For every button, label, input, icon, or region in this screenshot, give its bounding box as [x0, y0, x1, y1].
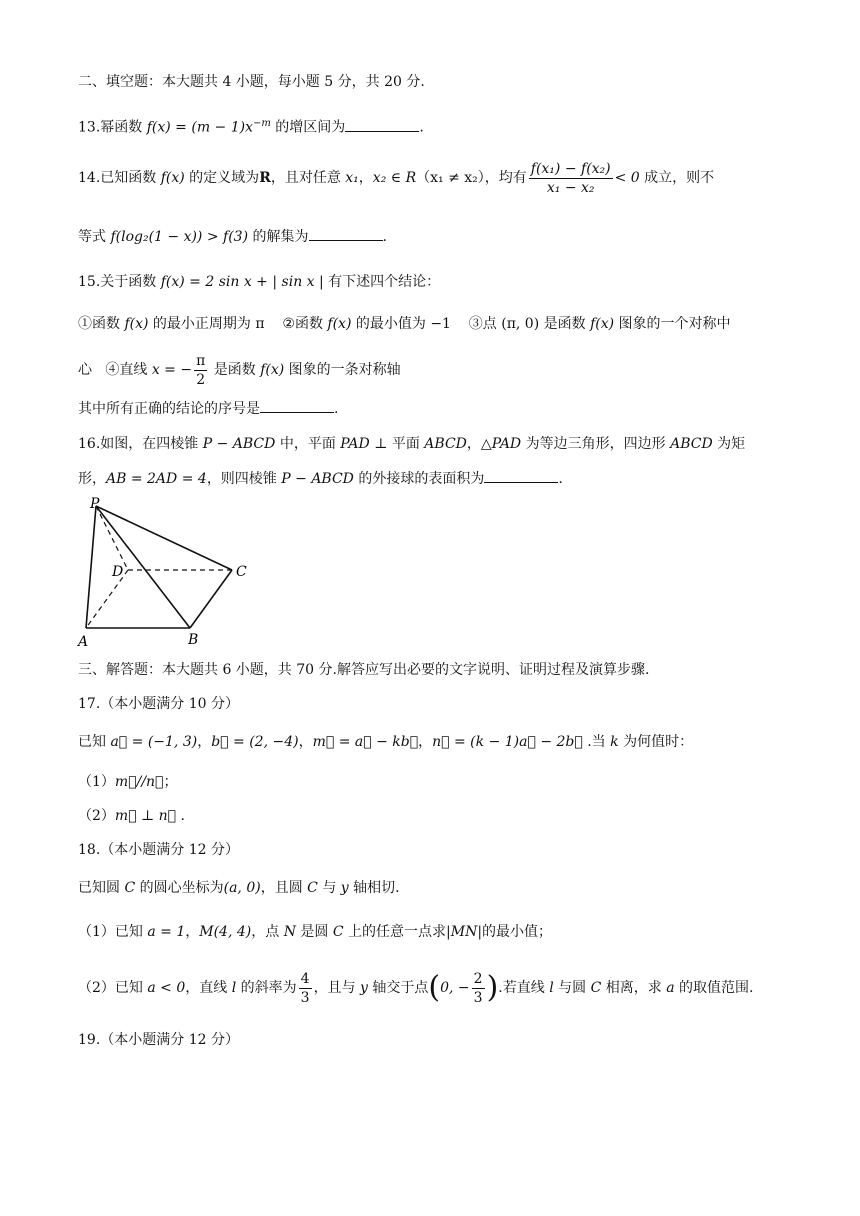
question-14-line-2	[78, 226, 387, 247]
q15-c4-c: 图象的一条对称轴	[284, 362, 401, 378]
q14-frac-den: x₁ − x₂	[546, 179, 595, 196]
q15-c2-b: 的最小值为 −1	[351, 316, 451, 332]
label-A: A	[78, 634, 89, 650]
q15-c4-f: f(x)	[260, 362, 285, 378]
q16-line1-e: ⊥ 平面	[369, 436, 425, 452]
q18-header: 18.（本小题满分 12 分）	[78, 842, 239, 858]
q17-p1-label: （1）	[78, 774, 115, 790]
q18-p2-h: 相离，求	[601, 980, 667, 996]
q17-p2: m⃗ ⊥ n⃗	[114, 808, 177, 824]
q13-exponent: −m	[252, 118, 271, 129]
q17-part-1	[78, 772, 177, 792]
q15-c3-cont: 心	[78, 362, 92, 378]
q15-c3-b: 图象的一个对称中	[614, 316, 731, 332]
section-2-heading: 二、填空题：本大题共 4 小题，每小题 5 分，共 20 分.	[78, 74, 425, 90]
q18-p2-e: 轴交于点	[367, 980, 429, 996]
label-B: B	[188, 632, 199, 648]
edge-PA	[86, 506, 96, 628]
q18-center: (a, 0)	[223, 880, 261, 896]
q18-p2-i: 的取值范围.	[674, 980, 754, 996]
q13-text-a: 幂函数	[100, 119, 147, 136]
q18-p2-c: 的斜率为	[236, 980, 297, 996]
q18-p1-f: 的最小值；	[482, 924, 553, 940]
q18-p1-c: ，点	[251, 924, 284, 940]
q14-fx: f(x)	[160, 170, 185, 186]
q18-p2-d: ，且与	[313, 980, 361, 996]
question-16-line-2	[78, 468, 563, 489]
q18-p1-d: 是圆	[295, 924, 333, 940]
q18-part-2	[78, 966, 753, 1010]
q18-intro-a: 已知圆	[78, 880, 125, 896]
question-13	[78, 114, 424, 138]
q16-line2-b: AB = 2AD = 4	[106, 471, 207, 487]
q13-answer-blank	[345, 117, 419, 132]
q16-line1-c: 中，平面	[275, 436, 341, 452]
q18-p1-M: M(4, 4)	[199, 924, 252, 940]
q14-end: .	[382, 229, 387, 245]
question-16-line-1	[78, 434, 745, 454]
q18-pt-a: 0, −	[440, 980, 470, 996]
q14-fraction	[529, 160, 613, 197]
q18-slope-den: 3	[300, 989, 310, 1006]
q17-header: 17.（本小题满分 10 分）	[78, 696, 239, 712]
q13-end: .	[419, 119, 424, 136]
q17-p1-end: ；	[163, 774, 178, 790]
label-P: P	[90, 496, 100, 512]
q16-end: .	[558, 471, 563, 487]
q14-cond: （x₁ ≠ x₂），均有	[416, 170, 527, 186]
q17-text-b: .当	[582, 734, 611, 750]
question-14-line-1	[78, 158, 714, 198]
q17-statement	[78, 732, 693, 752]
q15-number: 15.	[78, 274, 101, 290]
q14-ineq: < 0	[614, 170, 640, 186]
q18-p2-a: a < 0	[147, 980, 186, 996]
question-15-conclusion-4	[78, 350, 401, 390]
q15-c4-fraction	[194, 352, 207, 389]
q18-p2-b: ，直线	[185, 980, 232, 996]
q17-part-2	[78, 806, 185, 826]
q15-c2-a: ②函数	[282, 316, 328, 332]
q17-n-vec: n⃗ = (k − 1)a⃗ − 2b⃗	[432, 734, 583, 750]
q13-formula: f(x) = (m − 1)x	[146, 119, 253, 136]
q18-pt-den: 3	[473, 989, 483, 1006]
pyramid-figure	[70, 494, 270, 654]
q16-line1-g: ，△	[466, 436, 492, 452]
q14-x1: x₁	[345, 170, 359, 186]
q18-y: y	[340, 880, 349, 896]
q19-header: 19.（本小题满分 12 分）	[78, 1032, 239, 1048]
q18-p2-l2: l	[549, 980, 554, 996]
q15-c4-a: ④直线	[105, 362, 152, 378]
q18-pt-num: 2	[473, 970, 483, 987]
q17-a-vec: a⃗ = (−1, 3)	[110, 734, 198, 750]
q15-c4-den: 2	[196, 371, 206, 388]
q18-p1-a: a = 1	[147, 924, 186, 940]
q13-number: 13.	[78, 119, 101, 136]
q18-p2-y: y	[360, 980, 368, 996]
q16-line1-j: ABCD	[670, 436, 713, 452]
q17-sep1: ，	[197, 734, 212, 750]
q15-c4-num: π	[196, 352, 206, 369]
q14-text-c: ，且对任意	[270, 170, 346, 186]
label-D: D	[112, 564, 124, 580]
q17-p1: m⃗//n⃗	[114, 774, 164, 790]
q16-answer-blank	[484, 468, 558, 483]
q15-c3-f: f(x)	[590, 316, 615, 332]
q15-c2-f: f(x)	[327, 316, 352, 332]
edge-PC	[96, 506, 232, 570]
q18-intro-c: ，且圆	[260, 880, 308, 896]
q16-line1-i: 为等边三角形，四边形	[521, 436, 671, 452]
q18-p1-label: （1）已知	[78, 924, 148, 940]
q17-p2-label: （2）	[78, 808, 115, 824]
edge-PB	[96, 506, 190, 628]
q16-line2-e: 的外接球的表面积为	[353, 471, 485, 487]
q18-p1-N: N	[283, 924, 296, 940]
q15-c1-b: 的最小正周期为 π	[148, 316, 265, 332]
q14-text-a: 已知函数	[100, 170, 161, 186]
q16-line1-a: 如图，在四棱锥	[100, 436, 203, 452]
q18-p2-C: C	[590, 980, 602, 996]
q18-intro	[78, 878, 400, 898]
q15-c4-x: x = −	[151, 362, 193, 378]
q18-p2-label: （2）已知	[78, 980, 148, 996]
edge-BC	[190, 570, 232, 628]
label-C: C	[236, 564, 247, 580]
question-15-intro	[78, 272, 440, 292]
q14-line2-b: 的解集为	[248, 229, 309, 245]
q14-line2-a: 等式	[78, 229, 111, 245]
q17-m-vec: m⃗ = a⃗ − kb⃗	[312, 734, 419, 750]
q15-intro-b: 有下述四个结论：	[323, 274, 441, 290]
q15-c1-f: f(x)	[124, 316, 149, 332]
q18-p1-MN: |MN|	[446, 924, 483, 940]
q18-intro-b: 的圆心坐标为	[135, 880, 224, 896]
q18-paren-left: (	[428, 970, 441, 1005]
q18-slope-num: 4	[300, 970, 310, 987]
q17-text-c: 为何值时：	[618, 734, 694, 750]
q15-c3-a: ③点 (π, 0) 是函数	[468, 316, 591, 332]
q14-sep: ，	[358, 170, 373, 186]
q18-C-1: C	[124, 880, 136, 896]
q14-frac-num: f(x₁) − f(x₂)	[530, 160, 611, 177]
q18-slope-fraction	[299, 970, 312, 1007]
q14-x2-in-R: x₂ ∈ R	[372, 170, 417, 186]
q17-p2-end: .	[176, 808, 185, 824]
q16-line1-h: PAD	[491, 436, 522, 452]
q18-p2-f: .若直线	[498, 980, 550, 996]
q18-p2-l: l	[231, 980, 237, 996]
q15-end: .	[334, 401, 339, 417]
q14-text-d: 成立，则不	[639, 170, 715, 186]
q14-line2-formula: f(log₂(1 − x)) > f(3)	[110, 229, 249, 245]
q15-ask: 其中所有正确的结论的序号是	[78, 401, 260, 417]
q18-part-1	[78, 922, 552, 942]
q18-p2-a-var: a	[666, 980, 675, 996]
q17-sep2: ，	[298, 734, 313, 750]
q18-p2-g: 与圆	[553, 980, 591, 996]
q17-k: k	[610, 734, 619, 750]
q16-line2-c: ，则四棱锥	[206, 471, 282, 487]
q15-answer-blank	[260, 398, 334, 413]
q18-p1-b: ，	[185, 924, 200, 940]
q15-intro-a: 关于函数	[100, 274, 161, 290]
q18-p1-C: C	[332, 924, 344, 940]
q16-line1-f: ABCD	[424, 436, 467, 452]
q18-C-2: C	[307, 880, 318, 896]
q16-line1-d: PAD	[340, 436, 370, 452]
q13-text-b: 的增区间为	[270, 119, 346, 136]
q16-line2-a: 形，	[78, 471, 106, 487]
q15-c4-b: 是函数	[209, 362, 261, 378]
q14-answer-blank	[309, 226, 383, 241]
q14-text-b: 的定义域为	[184, 170, 260, 186]
question-15-ask	[78, 398, 338, 419]
q16-line1-b: P − ABCD	[202, 436, 276, 452]
q16-line1-k: 为矩	[712, 436, 746, 452]
q17-sep3: ，	[418, 734, 433, 750]
q17-b-vec: b⃗ = (2, −4)	[211, 734, 299, 750]
q16-line2-d: P − ABCD	[281, 471, 354, 487]
section-3-heading: 三、解答题：本大题共 6 小题，共 70 分.解答应写出必要的文字说明、证明过程及演算步骤.	[78, 662, 650, 678]
q18-intro-d: 与	[317, 880, 341, 896]
q18-p1-e: 上的任意一点求	[343, 924, 447, 940]
q15-intro-formula: f(x) = 2 sin x + | sin x |	[160, 274, 324, 290]
q18-pt-fraction	[472, 970, 485, 1007]
edge-PD-hidden	[96, 506, 128, 570]
question-15-conclusions	[78, 314, 731, 334]
q15-c1-a: ①函数	[78, 316, 125, 332]
q17-text-a: 已知	[78, 734, 111, 750]
q18-intro-e: 轴相切.	[348, 880, 400, 896]
q16-number: 16.	[78, 436, 101, 452]
q18-paren-right: )	[486, 970, 499, 1005]
q14-number: 14.	[78, 170, 101, 186]
q14-R: R	[259, 170, 271, 186]
